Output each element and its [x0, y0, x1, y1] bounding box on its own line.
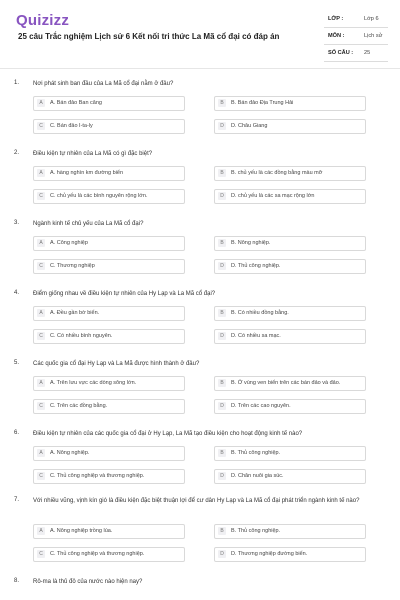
question-text: Nơi phát sinh ban đầu của La Mã cổ đại nằm ở đâu?	[33, 81, 174, 87]
option-text: D. Thủ công nghiệp.	[231, 263, 281, 269]
option-text: C. Trên các đồng bằng.	[50, 403, 108, 409]
option-b[interactable]	[214, 376, 366, 391]
option-text: B. Nông nghiệp.	[231, 240, 271, 246]
option-a[interactable]	[33, 236, 185, 251]
option-text: C. Thủ công nghiệp và thương nghiệp.	[50, 551, 145, 557]
option-text: C. Có nhiều bình nguyên.	[50, 333, 113, 339]
worksheet-header	[0, 0, 400, 70]
question-text: Điều kiện tự nhiên của La Mã có gì đặc biệt?	[33, 151, 153, 157]
option-letter-a: A	[37, 309, 45, 317]
option-b[interactable]	[214, 446, 366, 461]
worksheet-title: 25 câu Trắc nghiệm Lịch sử 6 Kết nối tri thức La Mã cổ đại có đáp án	[18, 32, 280, 41]
option-letter-c: C	[37, 402, 45, 410]
option-text: B. Thủ công nghiệp.	[231, 450, 281, 456]
option-text: D. Có nhiều sa mạc.	[231, 333, 281, 339]
meta-row-mon	[324, 31, 388, 45]
option-b[interactable]	[214, 524, 366, 539]
option-text: D. Chăn nuôi gia súc.	[231, 473, 284, 479]
option-letter-c: C	[37, 192, 45, 200]
option-letter-d: D	[218, 262, 226, 270]
option-letter-d: D	[218, 402, 226, 410]
option-d[interactable]	[214, 399, 366, 414]
option-a[interactable]	[33, 376, 185, 391]
option-b[interactable]	[214, 236, 366, 251]
option-letter-a: A	[37, 527, 45, 535]
option-d[interactable]	[214, 119, 366, 134]
option-text: D. chủ yếu là các sa mạc rộng lớn	[231, 193, 315, 199]
option-text: C. Thương nghiệp	[50, 263, 95, 269]
option-letter-d: D	[218, 550, 226, 558]
option-letter-c: C	[37, 262, 45, 270]
option-letter-d: D	[218, 122, 226, 130]
question-number: 6.	[14, 430, 20, 436]
option-text: B. chủ yếu là các đồng bằng màu mỡ	[231, 170, 323, 176]
option-text: A. Đều gần bờ biển.	[50, 310, 100, 316]
option-letter-a: A	[37, 169, 45, 177]
question-number: 5.	[14, 360, 20, 366]
option-letter-b: B	[218, 309, 226, 317]
option-d[interactable]	[214, 329, 366, 344]
option-d[interactable]	[214, 189, 366, 204]
question-number: 1.	[14, 80, 20, 86]
option-c[interactable]	[33, 469, 185, 484]
option-letter-b: B	[218, 99, 226, 107]
option-d[interactable]	[214, 259, 366, 274]
option-letter-a: A	[37, 449, 45, 457]
option-letter-a: A	[37, 379, 45, 387]
option-c[interactable]	[33, 547, 185, 562]
option-letter-a: A	[37, 99, 45, 107]
option-text: A. Nông nghiệp trồng lúa.	[50, 528, 113, 534]
option-a[interactable]	[33, 524, 185, 539]
question-text: Điều kiện tự nhiên của các quốc gia cổ đại ở Hy Lạp, La Mã tạo điều kiện cho hoạt động kinh tế nào?	[33, 431, 303, 437]
option-c[interactable]	[33, 189, 185, 204]
option-b[interactable]	[214, 306, 366, 321]
option-a[interactable]	[33, 306, 185, 321]
question-text: Ngành kinh tế chủ yếu của La Mã cổ đại?	[33, 221, 144, 227]
option-letter-b: B	[218, 239, 226, 247]
option-c[interactable]	[33, 329, 185, 344]
meta-value-lop: Lớp 6	[364, 16, 379, 22]
option-letter-d: D	[218, 332, 226, 340]
option-letter-c: C	[37, 332, 45, 340]
meta-label-mon: MÔN :	[328, 33, 345, 39]
option-b[interactable]	[214, 166, 366, 181]
option-a[interactable]	[33, 96, 185, 111]
option-text: B. Bán đảo Địa Trung Hải	[231, 100, 294, 106]
question-text: Rô-ma là thủ đô của nước nào hiện nay?	[33, 579, 143, 585]
option-c[interactable]	[33, 399, 185, 414]
option-text: C. chủ yếu là các bình nguyên rộng lớn.	[50, 193, 148, 199]
option-text: B. Có nhiều đồng bằng.	[231, 310, 289, 316]
option-letter-a: A	[37, 239, 45, 247]
option-text: D. Trên các cao nguyên.	[231, 403, 291, 409]
option-text: A. Trên lưu vực các dòng sông lớn.	[50, 380, 137, 386]
option-letter-b: B	[218, 169, 226, 177]
option-d[interactable]	[214, 469, 366, 484]
option-text: D. Châu Giang	[231, 123, 268, 129]
option-letter-c: C	[37, 122, 45, 130]
option-letter-b: B	[218, 527, 226, 535]
meta-value-mon: Lịch sử	[364, 33, 383, 39]
option-letter-c: C	[37, 472, 45, 480]
option-text: C. Bán đảo I-ta-ly	[50, 123, 93, 129]
question-text: Với nhiều vũng, vịnh kín gió là điều kiện đặc biệt thuận lợi để cư dân Hy Lạp và La Mã cổ đại phát triển ngành kinh tế nào?	[33, 498, 360, 504]
option-letter-c: C	[37, 550, 45, 558]
option-c[interactable]	[33, 119, 185, 134]
option-text: B. Ở vùng ven biển trên các bán đảo và đảo.	[231, 380, 341, 386]
option-d[interactable]	[214, 547, 366, 562]
option-text: B. Thủ công nghiệp.	[231, 528, 281, 534]
option-a[interactable]	[33, 166, 185, 181]
meta-value-socau: 25	[364, 50, 371, 56]
option-text: C. Thủ công nghiệp và thương nghiệp.	[50, 473, 145, 479]
option-letter-b: B	[218, 449, 226, 457]
option-letter-d: D	[218, 192, 226, 200]
meta-row-socau	[324, 48, 388, 62]
worksheet-meta	[324, 14, 388, 65]
option-b[interactable]	[214, 96, 366, 111]
question-number: 7.	[14, 497, 20, 503]
question-number: 4.	[14, 290, 20, 296]
option-letter-b: B	[218, 379, 226, 387]
option-text: A. hàng nghìn km đường biển	[50, 170, 124, 176]
quizizz-logo: Quizizz	[16, 12, 70, 29]
meta-label-socau: SỐ CÂU :	[328, 50, 354, 56]
option-text: A. Bán đảo Ban căng	[50, 100, 102, 106]
option-letter-d: D	[218, 472, 226, 480]
question-number: 3.	[14, 220, 20, 226]
question-text: Điểm giống nhau về điều kiện tự nhiên của Hy Lạp và La Mã cổ đại?	[33, 291, 216, 297]
header-divider	[0, 68, 400, 69]
question-number: 2.	[14, 150, 20, 156]
meta-row-lop	[324, 14, 388, 28]
option-a[interactable]	[33, 446, 185, 461]
option-text: A. Nông nghiệp.	[50, 450, 90, 456]
option-text: D. Thương nghiệp đường biển.	[231, 551, 308, 557]
meta-label-lop: LỚP :	[328, 16, 344, 22]
question-text: Các quốc gia cổ đại Hy Lạp và La Mã được hình thành ở đâu?	[33, 361, 200, 367]
question-number: 8.	[14, 578, 20, 584]
option-text: A. Công nghiệp	[50, 240, 88, 246]
option-c[interactable]	[33, 259, 185, 274]
